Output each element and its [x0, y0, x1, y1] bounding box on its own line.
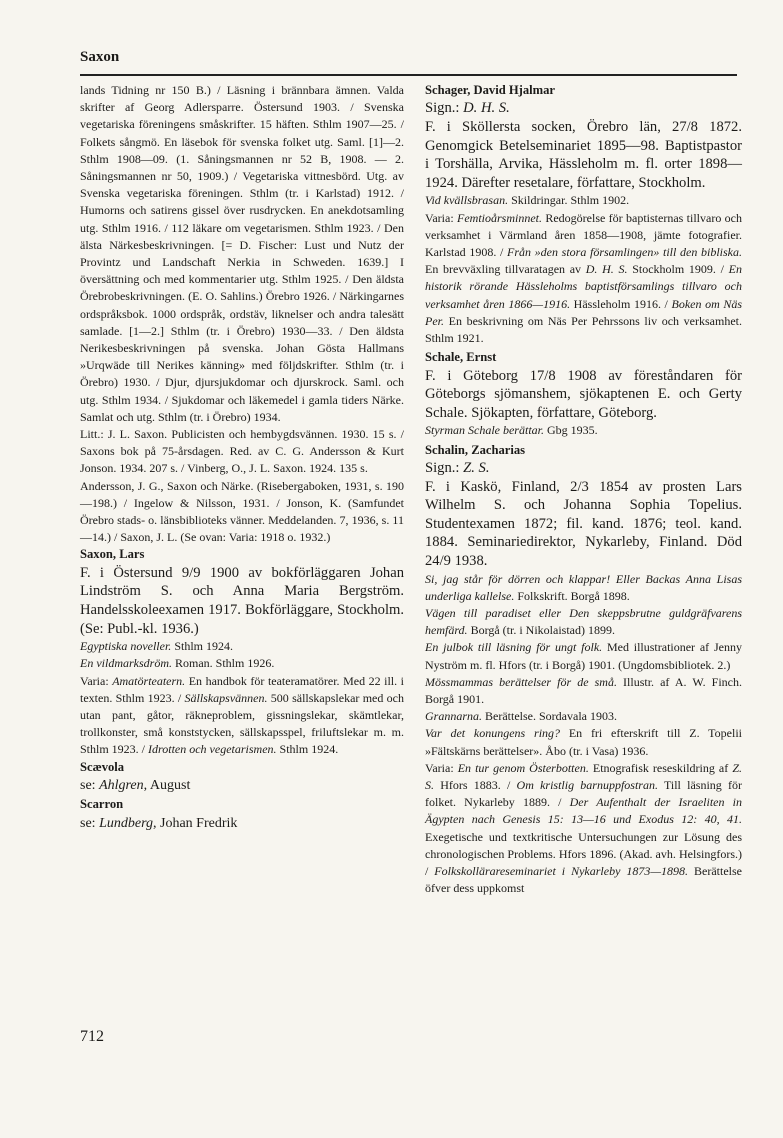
entry-heading-saxon-lars: Saxon, Lars: [80, 547, 145, 562]
work-item: Si, jag står för dörren och klappar! Eller Backas Anna Lisas underliga kallelse. Folkskrift. Borgå 1898.: [425, 571, 742, 603]
varia-list: Varia: Femtioårsminnet. Redogörelse för baptisternas tillvaro och verksamhet i Värmland åren 1858—1908, jämte fotografier. Karlstad 1908. / Från »den stora församlingen» till den bibliska. En brevväxling tillvaratagen av D. H. S. Stockholm 1909. / En historik rörande Hässleholms baptistförsamlings tillvaro och verksamhet åren 1866—1916. Hässleholm 1916. / Boken om Näs Per. En beskrivning om Näs Per Pehrssons liv och verksamhet. Sthlm 1921.: [425, 210, 743, 345]
saxon-references: Andersson, J. G., Saxon och Närke. (Risebergaboken, 1931, s. 190—198.) / Ingelow & Nilsson, 1931. / Jonson, K. (Samfundet Örebro stads- o. länsbiblioteks vänner. Meddelanden. 7, 1936, s. 11—14.) / Saxon, J. L. (Se ovan: Varia: 1918 o. 1932.): [80, 478, 404, 545]
work-item: Var det konungens ring? En fri efterskrift till Z. Topelii »Fältskärns berättelser». Åbo (tr. i Vasa) 1936.: [425, 726, 743, 758]
signature-line: Sign.: Z. S.: [425, 460, 490, 476]
entry-heading-scaevola: Scævola: [80, 759, 125, 774]
entry-bio-saxon-lars: F. i Östersund 9/9 1900 av bokförläggaren Johan Lindström S. och Anna Maria Bergström. Handelsskoleexamen 1917. Bokförläggare, Stockholm. (Se: Publ.-kl. 1936.): [80, 564, 404, 637]
signature-line: Sign.: D. H. S.: [425, 100, 510, 117]
work-item: Egyptiska noveller. Sthlm 1924.: [80, 639, 233, 654]
saxon-works-continued: lands Tidning nr 150 B.) / Läsning i brännbara ämnen. Valda skrifter af Georg Adlersparre. Östersund 1903. / Svenska vegetariska föreningens småskrifter. 15 häften. Sthlm 1907—25. / Folkets sångmö. En läsebok för svenska folket utg. Saml. [1]—2. Sthlm 1908—09. (1. Såningsmannen nr 52 B, 1908. — 2. Såningsmannen nr 50, 1909.) / Vegetariska vittnesbörd. Utg. av Svenska vegetariska föreningen. Sthlm (tr. i Karlstad) 1912. / Humorns och satirens gissel över rusdrycken. En anekdotsamling utg. Sthlm 1916. / 112 läkare om vegetarismen. Sthlm 1923. / Den älsta Närkesbeskrivningen. [= D. Fischer: Lust und Nutz der Provintz und Landschaft Nerkia in Schweden. 1639.] I översättning och med kommentarier utg. Sthlm 1925. / Den äldsta Örebrobeskrivningen. (E. O. Sahlins.) Örebro 1926. / Närkingarnes ordspråksbok. 1000 ordspråk, ordstäv, liknelser och andra talesätt samlade. [1—2.] Sthlm (tr. i Örebro) 1930—33. / Den äldsta Nerikesbeskrivningen på svenska. Johan Gösta Hallmans »Urqwäde till Nerikes känning» med följdskrifter. Sthlm (tr. i Örebro) 1930. / Djur, djursjukdomar och djurskrock. Saml. och utg. Sthlm 1934. / Sjukdomar och läkemedel i gamla tiders Närke. Samlat och utg. Sthlm (tr. i Örebro) 1934.: [80, 83, 404, 424]
work-item: Mössmammas berättelser för de små. Illustr. af A. W. Finch. Borgå 1901.: [425, 674, 742, 706]
entry-bio-schale: F. i Göteborg 17/8 1908 av föreståndaren för Göteborgs sjömanshem, sjökaptenen E. och Gerty Schale. Sjökapten, författare, Göteborg.: [425, 367, 742, 421]
work-item: Styrman Schale berättar. Gbg 1935.: [425, 423, 598, 438]
work-item: Vägen till paradiset eller Den skeppsbrutne guldgräfvarens hemfärd. Borgå (tr. i Nikolaistad) 1899.: [425, 605, 742, 638]
entry-bio-schalin: F. i Kaskö, Finland, 2/3 1854 av prosten Lars Wilhelm S. och Johanna Sophia Topelius. Studentexamen 1872; fil. kand. 1876; teol. kand. 1884. Seminariedirektor, Nykarleby, Finland. Död 24/9 1938.: [425, 478, 742, 569]
varia-list: Varia: En tur genom Österbotten. Etnografisk reseskildring af Z. S. Hfors 1883. / Om kristlig barnuppfostran. Till läsning för folket. Nykarleby 1889. / Der Aufenthalt der Israeliten in Ägypten nach Genesis 15: 13—16 und Exodus 12: 40, 41. Exegetische und textkritische Untersuchungen zur Lösung des chronologischen Problems. Hfors 1896. (Akad. avh. Helsingfors.) / Folkskollärareseminariet i Nykarleby 1873—1898. Berättelse öfver dess uppkomst: [425, 760, 742, 896]
header-rule: [80, 74, 737, 76]
entry-heading-schale: Schale, Ernst: [425, 350, 497, 365]
work-item: Grannarna. Berättelse. Sordavala 1903.: [425, 709, 617, 724]
page-number: 712: [80, 1028, 104, 1045]
entry-bio-schager: F. i Sköllersta socken, Örebro län, 27/8 1872. Genomgick Betelseminariet 1895—98. Baptistpastor i Torshälla, Arvika, Hässleholm m. fl. orter 1898—1924. Därefter resetalare, författare, Stockholm.: [425, 119, 742, 191]
work-item: Vid kvällsbrasan. Skildringar. Sthlm 1902.: [425, 193, 630, 208]
left-column: [80, 82, 404, 834]
entry-heading-schager: Schager, David Hjalmar: [425, 83, 556, 97]
work-item: En julbok till läsning för ungt folk. Med illustrationer af Jenny Nyström m. fl. Hfors (tr. i Borgå) 1901. (Ungdomsbibliotek. 2.): [425, 640, 742, 672]
cross-reference: se: Ahlgren, August: [80, 778, 191, 794]
cross-reference: se: Lundberg, Johan Fredrik: [80, 815, 238, 831]
saxon-literature: Litt.: J. L. Saxon. Publicisten och hembygdsvännen. 1930. 15 s. / Saxons bok på 75-årsdagen. Red. av C. G. Andersson & Kurt Jonson. 1934. 207 s. / Vinberg, O., J. L. Saxon. 1924. 135 s.: [80, 427, 404, 476]
right-column: [425, 82, 742, 897]
work-item: En vildmarksdröm. Roman. Sthlm 1926.: [80, 656, 275, 671]
varia-list: Varia: Amatörteatern. En handbok för teateramatörer. Med 22 ill. i texten. Sthlm 1923. / Sällskapsvännen. 500 sällskapslekar med och utan pant, gåtor, räkneproblem, gissningslekar, skämtlekar, trollkonster, små konststycken, sällskapsspel, friluftslekar m. m. Sthlm 1923. / Idrotten och vegetarismen. Sthlm 1924.: [80, 673, 404, 757]
page-header: Saxon: [80, 49, 120, 65]
entry-heading-scarron: Scarron: [80, 797, 124, 812]
entry-heading-schalin: Schalin, Zacharias: [425, 442, 526, 457]
